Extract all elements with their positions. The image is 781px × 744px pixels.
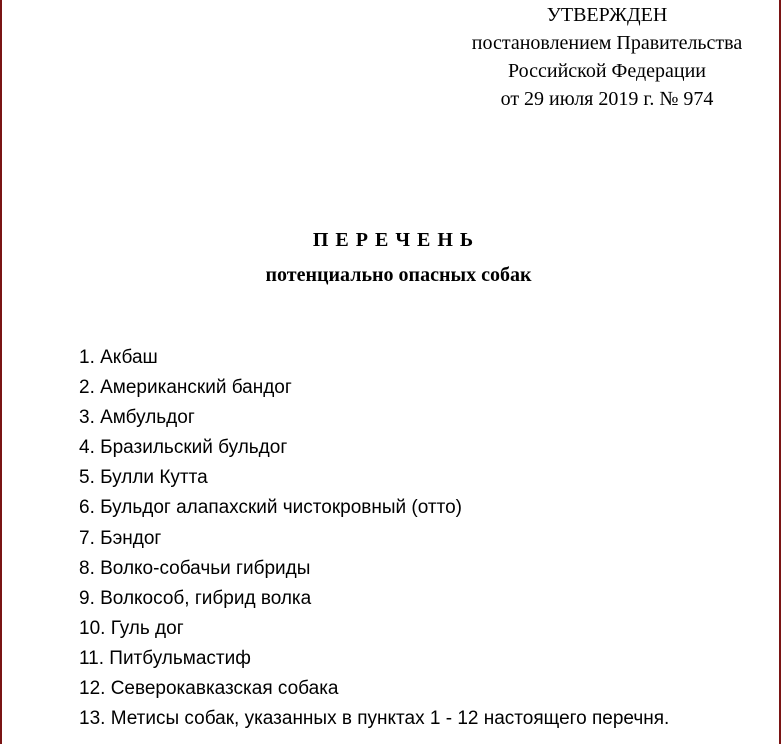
list-item: 2. Американский бандог: [79, 377, 292, 399]
list-item: 6. Бульдог алапахский чистокровный (отто): [79, 497, 462, 519]
dog-breed-list: [79, 343, 669, 734]
list-item: 10. Гуль дог: [79, 617, 184, 639]
document-title: ПЕРЕЧЕНЬ: [312, 229, 481, 251]
approval-heading: УТВЕРЖДЕН: [546, 4, 668, 26]
list-item: 13. Метисы собак, указанных в пунктах 1 - 12 настоящего перечня.: [79, 708, 670, 730]
list-item: 12. Северокавказская собака: [79, 678, 339, 700]
list-item: 7. Бэндог: [79, 527, 162, 549]
approval-government: Российской Федерации: [507, 60, 707, 82]
approval-date-number: от 29 июля 2019 г. № 974: [500, 88, 714, 110]
list-item: 11. Питбульмастиф: [79, 647, 251, 669]
list-item: 8. Волко-собачьи гибриды: [79, 557, 311, 579]
list-item: 9. Волкособ, гибрид волка: [79, 587, 312, 609]
list-item: 4. Бразильский бульдог: [79, 437, 288, 459]
approval-block: [432, 1, 781, 113]
document-subtitle: потенциально опасных собак: [265, 264, 532, 286]
list-item: 3. Амбульдог: [79, 407, 195, 429]
list-item: 1. Акбаш: [79, 347, 158, 368]
approval-by-decree: постановлением Правительства: [471, 32, 743, 54]
list-item: 5. Булли Кутта: [79, 467, 208, 489]
